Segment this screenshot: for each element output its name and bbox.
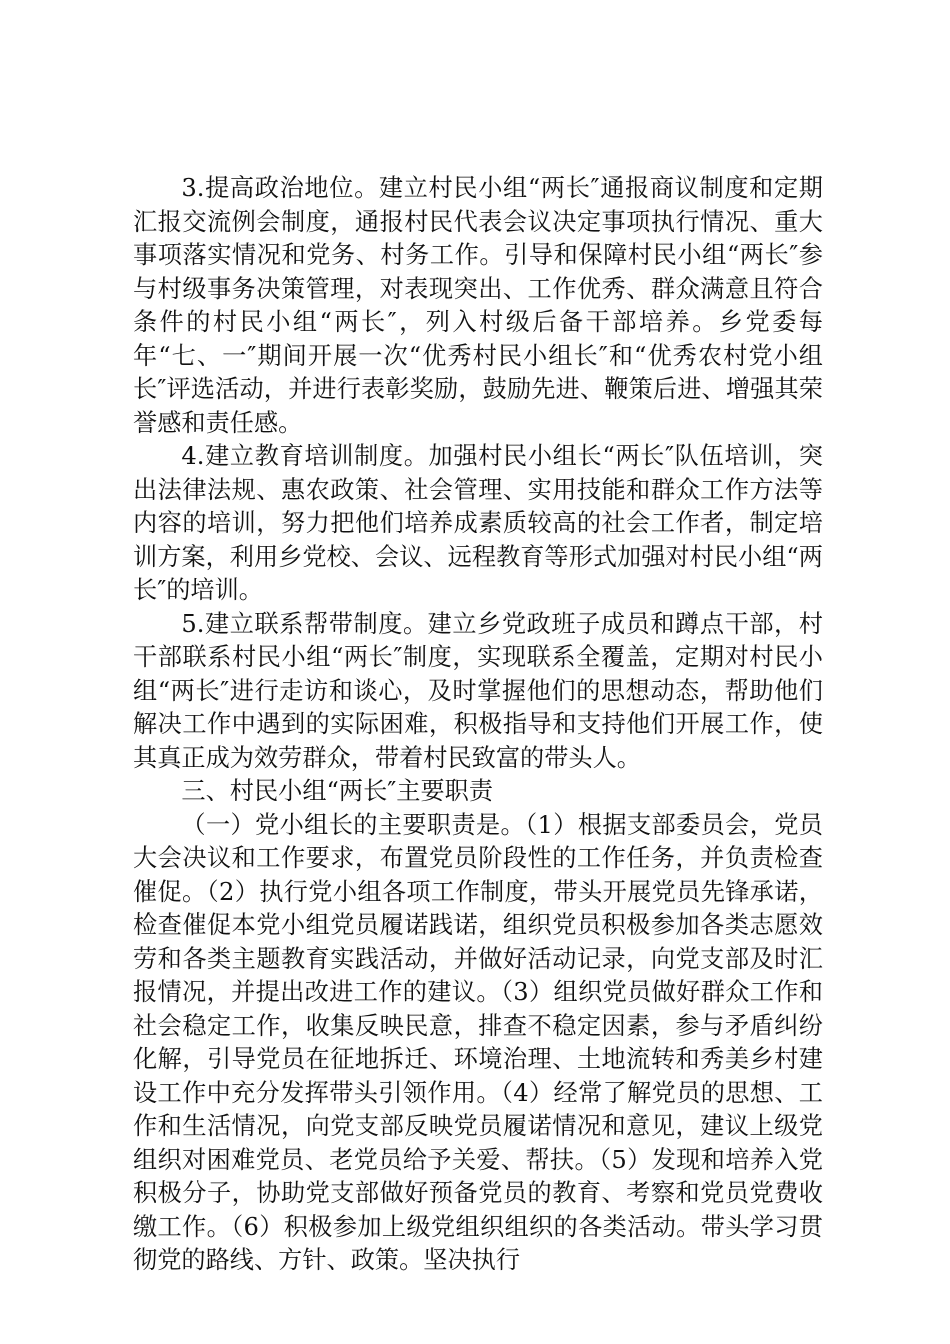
paragraph-improve-political-status: 3.提高政治地位。建立村民小组“两长″通报商议制度和定期汇报交流例会制度，通报村民代表会议决定事项执行情况、重大事项落实情况和党务、村务工作。引导和保障村民小组“两长″参与村级事务决策管理，对表现突出、工作优秀、群众满意且符合条件的村民小组“两长″，列入村级后备干部培养。乡党委每年“七、一″期间开展一次“优秀村民小组长″和“优秀农村党小组长″评选活动，并进行表彰奖励，鼓励先进、鞭策后进、增强其荣誉感和责任感。 [133,174,823,437]
document-body [133,172,823,1278]
paragraph-liaison-mentoring: 5.建立联系帮带制度。建立乡党政班子成员和蹲点干部，村干部联系村民小组“两长″制度，实现联系全覆盖，定期对村民小组“两长″进行走访和谈心，及时掌握他们的思想动态，帮助他们解决工作中遇到的实际困难，积极指导和支持他们开展工作，使其真正成为效劳群众，带着村民致富的带头人。 [133,609,823,772]
paragraph-education-training: 4.建立教育培训制度。加强村民小组长“两长″队伍培训，突出法律法规、惠农政策、社会管理、实用技能和群众工作方法等内容的培训，努力把他们培养成素质较高的社会工作者，制定培训方案，利用乡党校、会议、远程教育等形式加强对村民小组“两长″的培训。 [133,442,823,604]
paragraph-party-group-leader-duties: （一）党小组长的主要职责是。（1）根据支部委员会，党员大会决议和工作要求，布置党员阶段性的工作任务，并负责检查催促。（2）执行党小组各项工作制度，带头开展党员先锋承诺，检查催促本党小组党员履诺践诺，组织党员积极参加各类志愿效劳和各类主题教育实践活动，并做好活动记录，向党支部及时汇报情况，并提出改进工作的建议。（3）组织党员做好群众工作和社会稳定工作，收集反映民意，排查不稳定因素，参与矛盾纠纷化解，引导党员在征地拆迁、环境治理、土地流转和秀美乡村建设工作中充分发挥带头引领作用。（4）经常了解党员的思想、工作和生活情况，向党支部反映党员履诺情况和意见，建议上级党组织对困难党员、老党员给予关爱、帮扶。（5）发现和培养入党积极分子，协助党支部做好预备党员的教育、考察和党员党费收缴工作。（6）积极参加上级党组织组织的各类活动。带头学习贯彻党的路线、方针、政策。坚决执行 [133,810,823,1274]
section-heading-main-duties: 三、村民小组“两长″主要职责 [181,777,494,805]
